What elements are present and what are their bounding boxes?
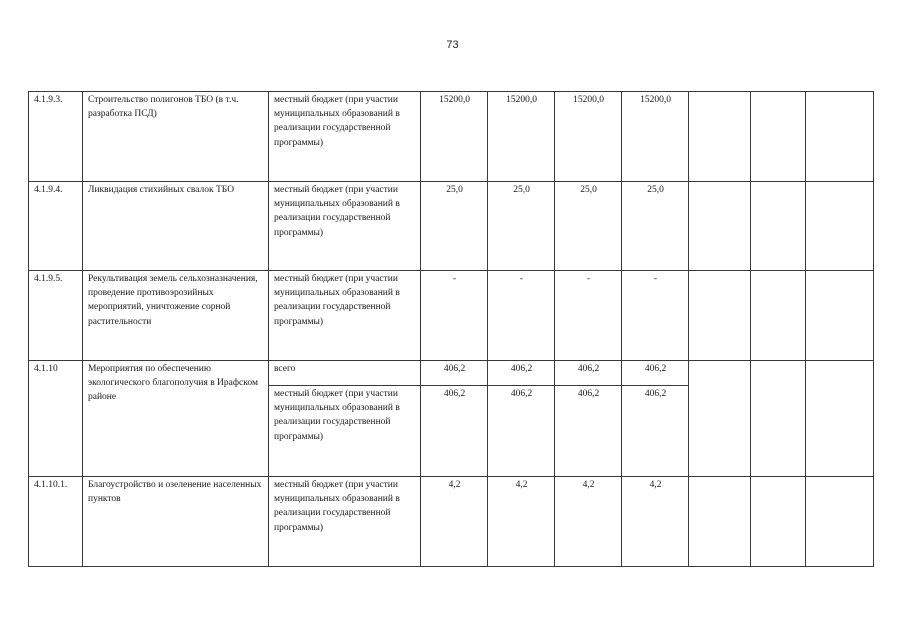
funding-source: местный бюджет (при участии муниципальных образований в реализации государственной программы) xyxy=(269,271,421,361)
empty-cell xyxy=(806,477,874,567)
table-row xyxy=(29,361,874,386)
funding-source: местный бюджет (при участии муниципальных образований в реализации государственной программы) xyxy=(269,182,421,271)
measure-name: Рекультивация земель сельхозназначения, проведение противоэрозийных мероприятий, уничтожение сорной растительности xyxy=(83,271,269,361)
value-cell: 15200,0 xyxy=(421,92,488,182)
value-cell: 15200,0 xyxy=(488,92,555,182)
empty-cell xyxy=(689,271,751,361)
value-cell: 25,0 xyxy=(421,182,488,271)
table-row xyxy=(29,271,874,361)
empty-cell xyxy=(806,271,874,361)
value-cell: 406,2 xyxy=(555,386,622,477)
empty-cell xyxy=(689,361,751,477)
value-cell: 4,2 xyxy=(622,477,689,567)
table-row xyxy=(29,92,874,182)
funding-source: всего xyxy=(269,361,421,386)
measure-code: 4.1.10 xyxy=(29,361,83,477)
measure-code: 4.1.9.4. xyxy=(29,182,83,271)
value-cell: 25,0 xyxy=(555,182,622,271)
value-cell: 406,2 xyxy=(488,361,555,386)
value-cell: 406,2 xyxy=(421,361,488,386)
funding-source: местный бюджет (при участии муниципальных образований в реализации государственной программы) xyxy=(269,92,421,182)
table-row xyxy=(29,477,874,567)
empty-cell xyxy=(806,361,874,477)
program-measures-table xyxy=(28,91,874,567)
empty-cell xyxy=(806,92,874,182)
measure-name: Благоустройство и озеленение населенных пунктов xyxy=(83,477,269,567)
value-cell: 406,2 xyxy=(555,361,622,386)
empty-cell xyxy=(689,92,751,182)
value-cell: 406,2 xyxy=(622,386,689,477)
empty-cell xyxy=(806,182,874,271)
funding-source: местный бюджет (при участии муниципальных образований в реализации государственной программы) xyxy=(269,477,421,567)
empty-cell xyxy=(751,182,806,271)
value-cell: - xyxy=(488,271,555,361)
measure-code: 4.1.9.3. xyxy=(29,92,83,182)
value-cell: 15200,0 xyxy=(555,92,622,182)
value-cell: 406,2 xyxy=(622,361,689,386)
value-cell: 4,2 xyxy=(488,477,555,567)
value-cell: 4,2 xyxy=(421,477,488,567)
value-cell: - xyxy=(555,271,622,361)
value-cell: 406,2 xyxy=(488,386,555,477)
value-cell: 4,2 xyxy=(555,477,622,567)
funding-source: местный бюджет (при участии муниципальных образований в реализации государственной программы) xyxy=(269,386,421,477)
measure-code: 4.1.10.1. xyxy=(29,477,83,567)
value-cell: 406,2 xyxy=(421,386,488,477)
value-cell: 25,0 xyxy=(488,182,555,271)
measure-name: Мероприятия по обеспечению экологического благополучия в Ирафском районе xyxy=(83,361,269,477)
empty-cell xyxy=(751,271,806,361)
empty-cell xyxy=(689,477,751,567)
value-cell: 25,0 xyxy=(622,182,689,271)
value-cell: - xyxy=(421,271,488,361)
value-cell: 15200,0 xyxy=(622,92,689,182)
empty-cell xyxy=(751,361,806,477)
empty-cell xyxy=(689,182,751,271)
empty-cell xyxy=(751,477,806,567)
measure-name: Ликвидация стихийных свалок ТБО xyxy=(83,182,269,271)
measure-code: 4.1.9.5. xyxy=(29,271,83,361)
value-cell: - xyxy=(622,271,689,361)
table-row xyxy=(29,182,874,271)
page-number: 73 xyxy=(446,39,459,51)
measure-name: Строительство полигонов ТБО (в т.ч. разработка ПСД) xyxy=(83,92,269,182)
empty-cell xyxy=(751,92,806,182)
